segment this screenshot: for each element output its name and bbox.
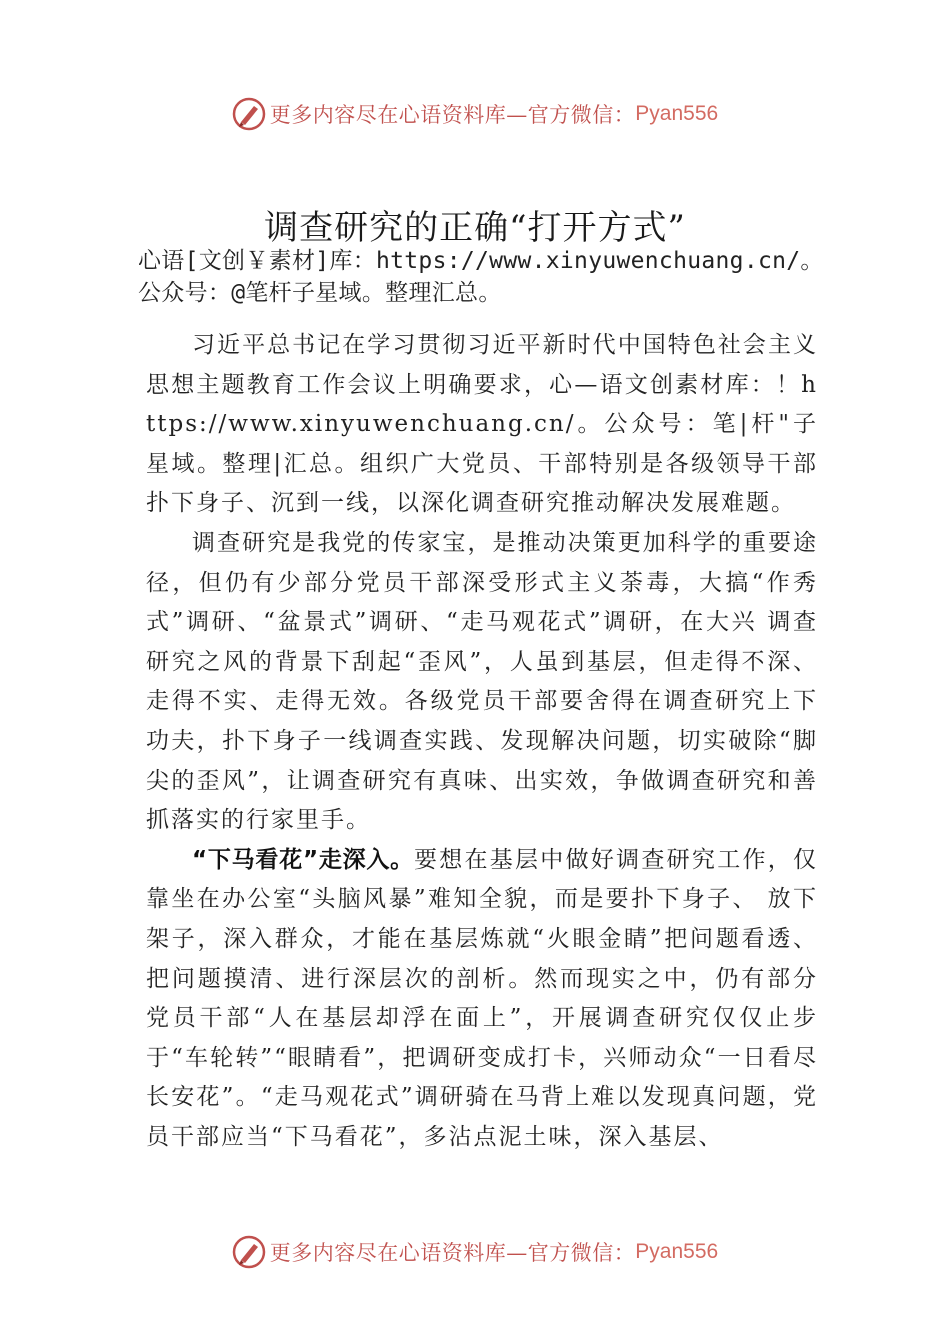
banner-wechat-id: Pyan556 (635, 102, 719, 125)
document-body (146, 326, 818, 1157)
paragraph-lead-heading: “下马看花”走深入。 (192, 846, 414, 873)
header-watermark-banner (0, 94, 950, 134)
source-line: 心语[文创￥素材]库：https://www.xinyuwenchuang.cn/。公众号：@笔杆子星域。整理汇总。 (138, 248, 824, 306)
document-title: 调查研究的正确“打开方式” (264, 208, 686, 248)
paragraph-3-text: 要想在基层中做好调查研究工作，仅靠坐在办公室“头脑风暴”难知全貌，而是要扑下身子、 放下架子，深入群众，才能在基层炼就“火眼金睛”把问题看透、把问题摸清、进行深层次的剖析。然而现实之中，仍有部分党员干部“人在基层却浮在面上”，开展调查研究仅仅止步于“车轮转”“眼睛看”，把调研变成打卡，兴师动众“一日看尽长安花”。“走马观花式”调研骑在马背上难以发现真问题，党员干部应当“下马看花”，多沾点泥土味，深入基层、 (146, 846, 819, 1150)
footer-watermark-banner (0, 1232, 950, 1272)
banner-wechat-id: Pyan556 (635, 1240, 719, 1263)
banner-text: 更多内容尽在心语资料库—官方微信： (269, 103, 636, 127)
pen-logo-icon (232, 97, 266, 131)
pen-logo-icon (232, 1235, 266, 1269)
banner-text: 更多内容尽在心语资料库—官方微信： (269, 1241, 636, 1265)
paragraph-2: 调查研究是我党的传家宝，是推动决策更加科学的重要途径，但仍有少部分党员干部深受形式主义荼毒，大搞“作秀式”调研、“盆景式”调研、“走马观花式”调研，在大兴 调查研究之风的背景下刮起“歪风”，人虽到基层，但走得不深、走得不实、走得无效。各级党员干部要舍得在调查研究上下功夫，扑下身子一线调查实践、发现解决问题，切实破除“脚尖的歪风”，让调查研究有真味、出实效，争做调查研究和善抓落实的行家里手。 (146, 529, 818, 834)
paragraph-3 (146, 841, 818, 1158)
paragraph-1: 习近平总书记在学习贯彻习近平新时代中国特色社会主义思想主题教育工作会议上明确要求，心—语文创素材库：！https://www.xinyuwenchuang.cn/。公众号：笔|杆"子星域。整理|汇总。组织广大党员、干部特别是各级领导干部扑下身子、沉到一线，以深化调查研究推动解决发展难题。 (146, 332, 818, 517)
